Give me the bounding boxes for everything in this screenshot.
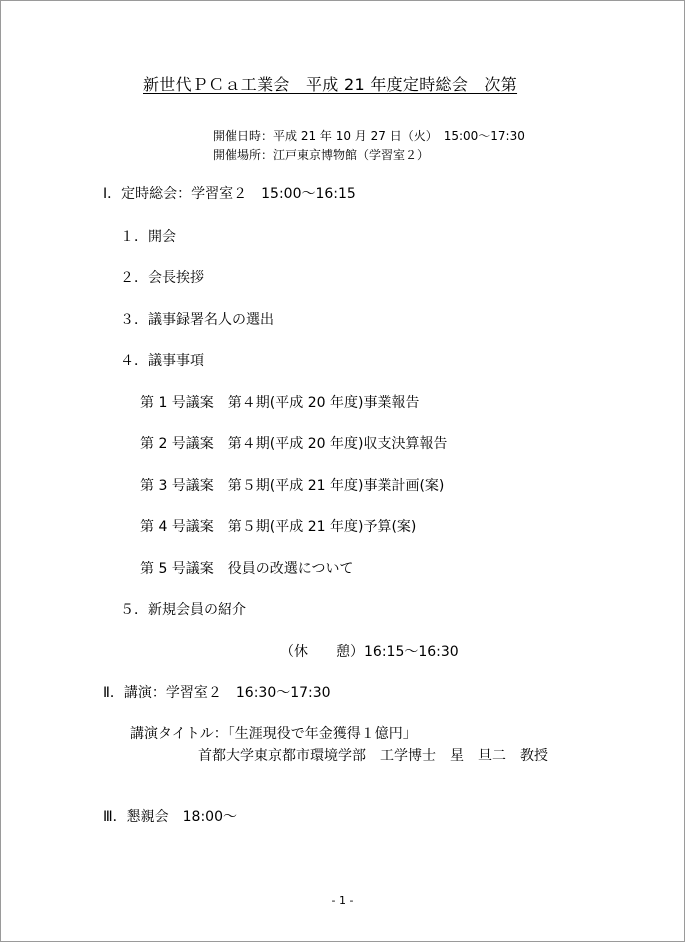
speaker: 首都大学東京都市環境学部 工学博士 星 旦二 教授 [198,748,548,764]
agenda-item-2: ２．会長挨拶 [120,270,204,286]
proposal-5: 第 5 号議案 役員の改選について [140,561,354,577]
document-title: 新世代ＰＣａ工業会 平成 21 年度定時総会 次第 [143,75,518,94]
proposal-4: 第 4 号議案 第５期(平成 21 年度)予算(案) [140,519,417,535]
proposal-2: 第 2 号議案 第４期(平成 20 年度)収支決算報告 [140,436,448,452]
talk-title: 講演タイトル：「生涯現役で年金獲得１億円」 [130,726,417,742]
break-time: （休 憩）16:15〜16:30 [280,644,459,660]
proposal-1: 第 1 号議案 第４期(平成 20 年度)事業報告 [140,395,420,411]
section-3-heading: Ⅲ．懇親会 18:00〜 [103,809,237,825]
agenda-item-5: ５．新規会員の紹介 [120,602,246,618]
agenda-item-3: ３．議事録署名人の選出 [120,312,274,328]
meeting-date: 開催日時：平成 21 年 10 月 27 日（火） 15:00〜17:30 [213,129,525,143]
proposal-3: 第 3 号議案 第５期(平成 21 年度)事業計画(案) [140,478,445,494]
agenda-item-4: ４．議事事項 [120,353,204,369]
meeting-place: 開催場所：江戸東京博物館（学習室２） [213,148,430,162]
section-2-heading: Ⅱ．講演：学習室２ 16:30〜17:30 [103,685,331,701]
agenda-item-1: １．開会 [120,229,176,245]
page-number: - 1 - [331,894,354,907]
section-1-heading: Ⅰ．定時総会：学習室２ 15:00〜16:15 [103,186,356,202]
